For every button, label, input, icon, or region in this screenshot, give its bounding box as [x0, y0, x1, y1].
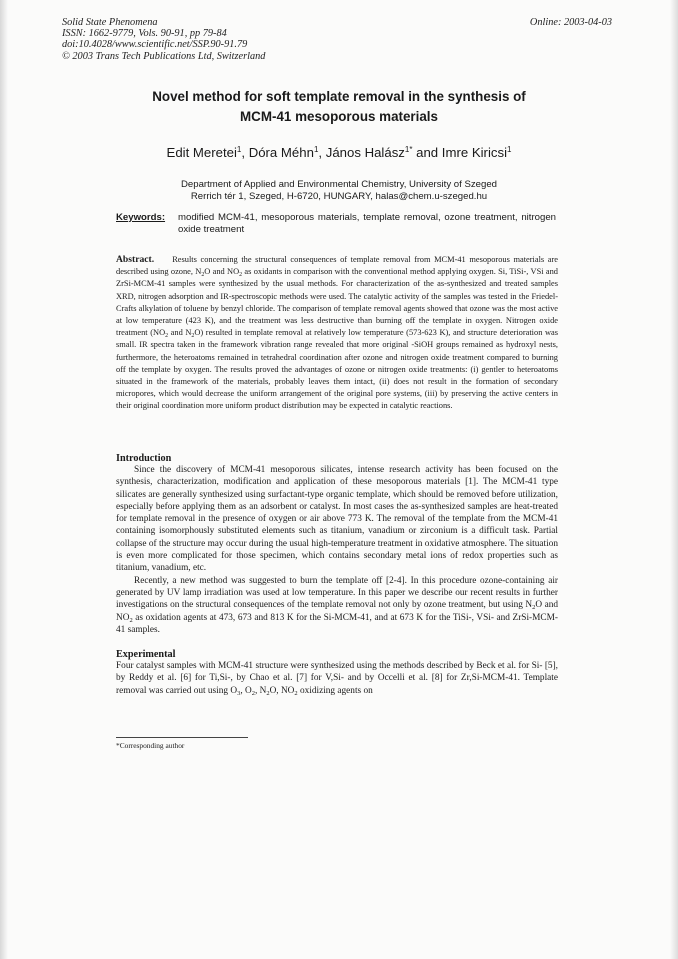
author-separator: , [318, 145, 326, 160]
subscript: 2 [201, 272, 205, 279]
issn-line: ISSN: 1662-9779, Vols. 90-91, pp 79-84 [62, 28, 227, 40]
footnote-divider [116, 737, 248, 738]
author-name: Dóra Méhn [248, 145, 314, 160]
subscript: 2 [251, 689, 255, 697]
affiliation-line-2: Rerrich tér 1, Szeged, H-6720, HUNGARY, halas@chem.u-szeged.hu [190, 191, 488, 202]
subscript: 3 [237, 689, 241, 697]
keywords-block [116, 212, 556, 236]
subscript: 2 [532, 604, 536, 612]
author-name: Edit Meretei [166, 145, 237, 160]
copyright-line: © 2003 Trans Tech Publications Ltd, Switzerland [62, 50, 266, 62]
paragraph-text: , O [240, 685, 252, 696]
left-edge-shadow [0, 0, 8, 959]
experimental-paragraph [116, 660, 558, 697]
journal-header [62, 17, 265, 62]
keywords-label: Keywords: [116, 212, 166, 223]
abstract-text: O and NO [204, 267, 240, 277]
author-list [40, 145, 638, 160]
paper-title [40, 87, 638, 127]
author-separator: and [412, 145, 442, 160]
abstract-text: and N [168, 328, 192, 338]
paragraph-text: Recently, a new method was suggested to burn the template off [2-4]. In this procedure ozone-containing air generated by UV lamp irradiation was used at low temperature. In this paper we describe our recent results in further investigations on the structural consequences of the template removal not only by ozone treatment, but using N [116, 575, 558, 611]
author-affil-mark: 1 [313, 145, 319, 154]
author-affil-mark: 1 [236, 145, 242, 154]
subscript: 2 [266, 689, 270, 697]
right-edge-shadow [670, 0, 678, 959]
subscript: 2 [129, 616, 133, 624]
paragraph-text: as oxidation agents at 473, 673 and 813 K for the Si-MCM-41, and at 673 K for the TiSi-, VSi- and ZrSi-MCM-41 samples. [116, 612, 558, 635]
author-affil-mark: 1 [507, 145, 512, 154]
abstract-text: Results concerning the structural consequences of template removal from MCM-41 mesoporous materials are described using ozone, N [116, 255, 558, 277]
author-separator: , [241, 145, 249, 160]
title-line-2: MCM-41 mesoporous materials [240, 109, 438, 124]
introduction-paragraph-2 [116, 575, 558, 636]
journal-name: Solid State Phenomena [62, 17, 158, 28]
author-name: János Halász [325, 145, 405, 160]
introduction-section [116, 464, 558, 636]
footnote: *Corresponding author [116, 741, 185, 750]
abstract-paragraph [116, 254, 558, 413]
author-affil-mark: 1* [404, 145, 413, 154]
introduction-heading: Introduction [116, 453, 172, 464]
affiliation [40, 179, 638, 203]
paragraph-text: O and NO [116, 600, 558, 623]
subscript: 2 [294, 689, 298, 697]
author-name: Imre Kiricsi [441, 145, 508, 160]
paragraph-text: , N [254, 685, 267, 696]
experimental-heading: Experimental [116, 649, 176, 660]
subscript: 2 [165, 333, 169, 340]
keywords-text: modified MCM-41, mesoporous materials, template removal, ozone treatment, nitrogen oxide treatment [178, 212, 556, 235]
paragraph-text: oxidizing agents on [297, 685, 373, 696]
subscript: 2 [191, 333, 195, 340]
paragraph-text: Four catalyst samples with MCM-41 structure were synthesized using the methods described by Beck et al. for Si- [5], by Reddy et al. [6] for Ti,Si-, by Chao et al. [7] for V,Si- and by Occelli et al. [8] for Zr,Si-MCM-41. Template removal was carried out using O [116, 661, 558, 696]
abstract-text: as oxidants in comparison with the conventional method applying oxygen. Si, TiSi-, VSi and ZrSi-MCM-41 samples were synthesized by the usual methods. For characterization of the as-synthesized and treated samples XRD, nitrogen adsorption and IR-spectroscopic methods were used. The catalytic activity of the samples was tested in the Friedel-Crafts alkylation of toluene by benzyl chloride. The comparison of template removal agents showed that ozone was the most active at low temperature (423 K), and the treatment was less destructive than burning off the template in oxygen. Nitrogen oxide treatment (NO [116, 267, 558, 338]
affiliation-line-1: Department of Applied and Environmental Chemistry, University of Szeged [180, 179, 498, 190]
introduction-paragraph-1: Since the discovery of MCM-41 mesoporous silicates, intense research activity has been focused on the synthesis, characterization, modification and application of these mesoporous materials [1]. The MCM-41 type silicates are generally synthesized using surfactant-type organic template, which should be removed before utilization, especially before applying them as an adsorbent or catalyst. In most cases the as-synthesized samples are heat-treated for template removal in the presence of oxygen or air above 773 K. The removal of the template from the MCM-41 containing isomorphously substituted elements such as titanium, vanadium or zirconium is a difficult task. Partial collapse of the structure may occur during the usual high-temperature treatment in oxidative atmosphere. The situation is even more complicated for those specimen, which contains secondary metal ions of redox properties such as titanium, vanadium, etc. [116, 465, 558, 574]
doi-link[interactable]: doi:10.4028/www.scientific.net/SSP.90-91.79 [62, 39, 248, 51]
subscript: 2 [239, 272, 243, 279]
abstract-text: O) resulted in template removal at relatively low temperature (573-623 K), and structure deterioration was small. IR spectra taken in the framework vibration range revealed that more original -SiOH groups remained as hydroxyl nests, furthermore, the heteroatoms remained in tetrahedral coordination after ozone and nitrogen oxide treatment compared to burning off the template by oxygen. The results proved the advantages of ozone or nitrogen oxide treatments: (i) gentler to heteroatoms situated in the framework of the materials, probably leaves them intact, (ii) does not result in the formation of secondary micropores, which would decrease the uniform arrangement of the original pore systems, (iii) by preserving the active centers in their original coordination more uniform product distribution may be expected in catalytic reactions. [116, 328, 559, 411]
abstract-label: Abstract. [116, 254, 155, 265]
paragraph-text: O, NO [269, 685, 295, 696]
online-date: Online: 2003-04-03 [529, 17, 612, 28]
title-line-1: Novel method for soft template removal in the synthesis of [152, 89, 526, 104]
